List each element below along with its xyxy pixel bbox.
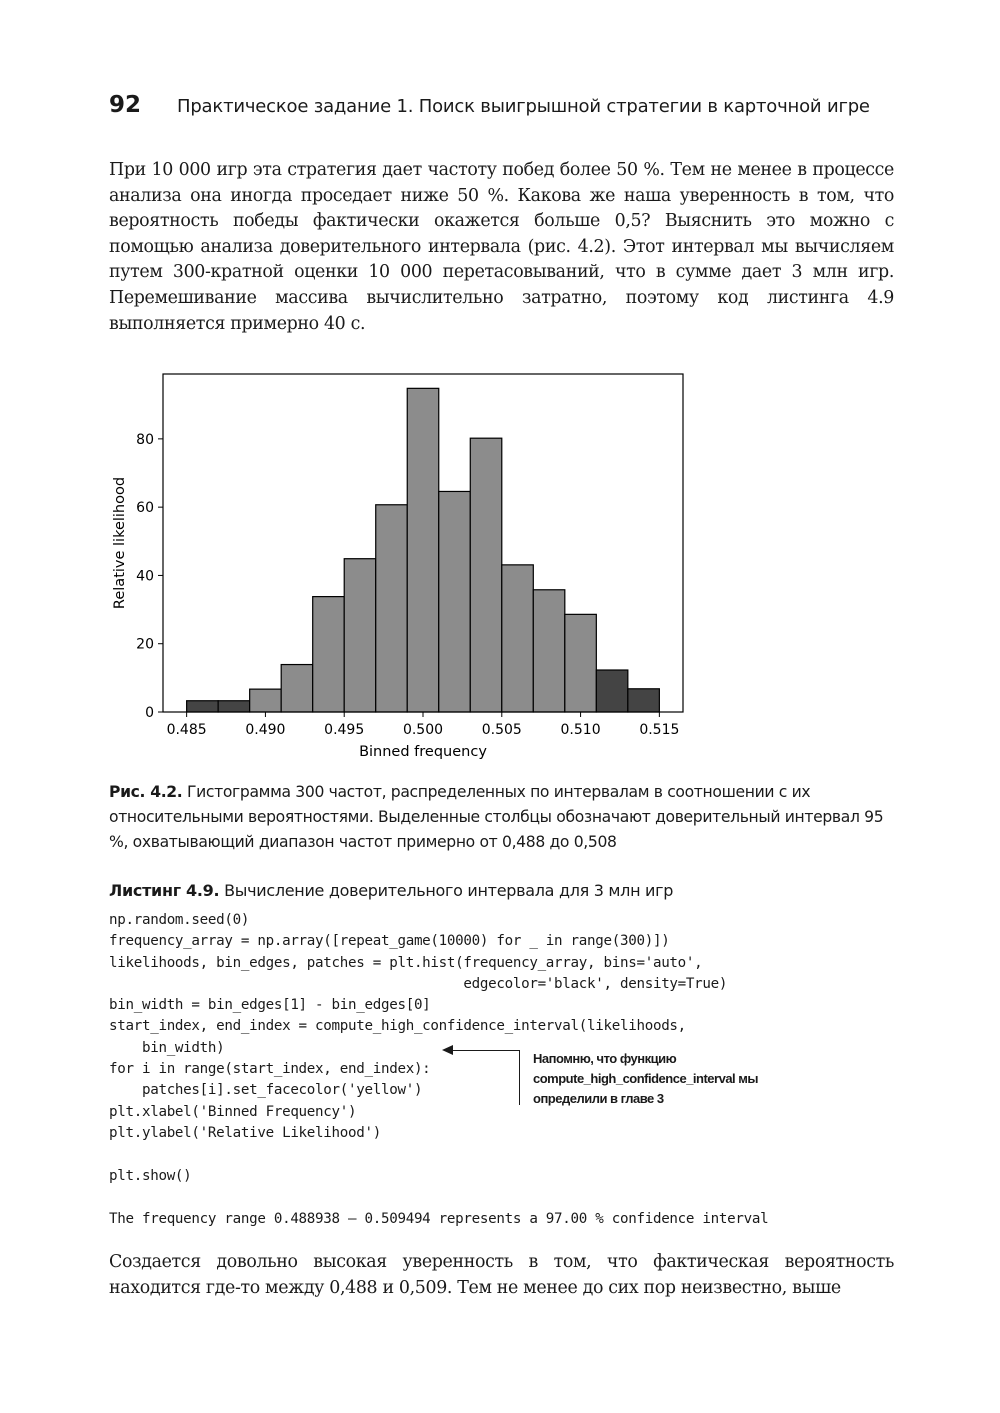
histogram-bar (439, 491, 471, 712)
page-header (109, 92, 909, 126)
x-axis-label: Binned frequency (359, 744, 487, 760)
body-paragraph-2: Создается довольно высокая уверенность в том, что фактическая вероятность находится где-то между 0,488 и 0,509. Тем не менее до сих пор неизвестно, выше (109, 1252, 894, 1298)
figure-caption-label: Рис. 4.2. (109, 783, 183, 801)
histogram-bar (596, 670, 628, 712)
histogram-bar (376, 505, 408, 712)
histogram-bar (344, 559, 376, 712)
running-title: Практическое задание 1. Поиск выигрышной стратегии в карточной игре (177, 96, 870, 117)
histogram-bar (281, 665, 313, 712)
x-tick-label: 0.505 (481, 722, 522, 738)
code-annotation: Напомню, что функцию compute_high_confidence_interval мы определили в главе 3 (533, 1051, 758, 1106)
x-tick-label: 0.485 (166, 722, 207, 738)
histogram-bar (407, 388, 439, 712)
y-axis-label: Relative likelihood (112, 476, 128, 610)
x-tick-label: 0.495 (324, 722, 365, 738)
page-number: 92 (109, 92, 142, 118)
x-tick-label: 0.490 (245, 722, 286, 738)
y-tick-label: 20 (136, 636, 154, 653)
histogram-bar (313, 597, 345, 712)
histogram-bar (470, 438, 502, 712)
x-ticks-group (167, 712, 680, 738)
y-ticks-group (136, 432, 163, 721)
histogram-bar (250, 689, 282, 712)
listing-label: Листинг 4.9. (109, 881, 220, 900)
body-paragraph-1: При 10 000 игр эта стратегия дает частоту побед более 50 %. Тем не менее в процессе анализа она иногда проседает ниже 50 %. Какова же наша уверенность в том, что вероятность победы фактически окажется больше 0,5? Выяснить это можно с помощью анализа доверительного интервала (рис. 4.2). Этот интервал мы вычисляем путем 300-кратной оценки 10 000 перетасовываний, что в сумме дает 3 млн игр. Перемешивание массива вычислительно затратно, поэтому код листинга 4.9 выполняется примерно 40 с. (109, 160, 894, 334)
histogram-bar (565, 614, 597, 712)
figure-caption-text: Гистограмма 300 частот, распределенных по интервалам в соотношении с их относительными вероятностями. Выделенные столбцы обозначают доверительный интервал 95 %, охватывающий диапазон частот примерно от 0,488 до 0,508 (109, 783, 884, 851)
annotation-leader-vertical (519, 1050, 520, 1105)
histogram-chart (100, 362, 700, 767)
y-tick-label: 60 (136, 500, 154, 517)
code-block: np.random.seed(0) frequency_array = np.array([repeat_game(10000) for _ in range(300)]) likelihoods, bin_edges, patches = plt.hist(frequency_array, bins='auto', edgecolor='black', density=True) bin_width = bin_edges[1] - bin_edges[0] start_index, end_index = compute_high_confidence_interval(likelihoods, bin_width) for i in range(start_index, end_index): patches[i].set_facecolor('yellow') plt.xlabel('Binned Frequency') plt.ylabel('Relative Likelihood') plt.show() (109, 912, 728, 1184)
listing-title-text: Вычисление доверительного интервала для 3 млн игр (219, 881, 674, 900)
x-tick-label: 0.515 (639, 722, 680, 738)
x-tick-label: 0.500 (402, 722, 444, 738)
x-tick-label: 0.510 (560, 722, 601, 738)
y-tick-label: 80 (136, 431, 154, 448)
y-tick-label: 0 (145, 705, 154, 721)
annotation-leader-horizontal (452, 1050, 519, 1051)
histogram-bar (533, 590, 565, 712)
histogram-bar (187, 701, 219, 712)
listing-title (109, 881, 673, 900)
bars-group (187, 388, 660, 712)
histogram-bar (218, 701, 250, 712)
histogram-bar (628, 689, 660, 712)
histogram-bar (502, 565, 534, 712)
code-output: The frequency range 0.488938 – 0.509494 represents a 97.00 % confidence interval (109, 1211, 769, 1227)
figure-caption (109, 780, 894, 855)
y-tick-label: 40 (136, 568, 154, 585)
